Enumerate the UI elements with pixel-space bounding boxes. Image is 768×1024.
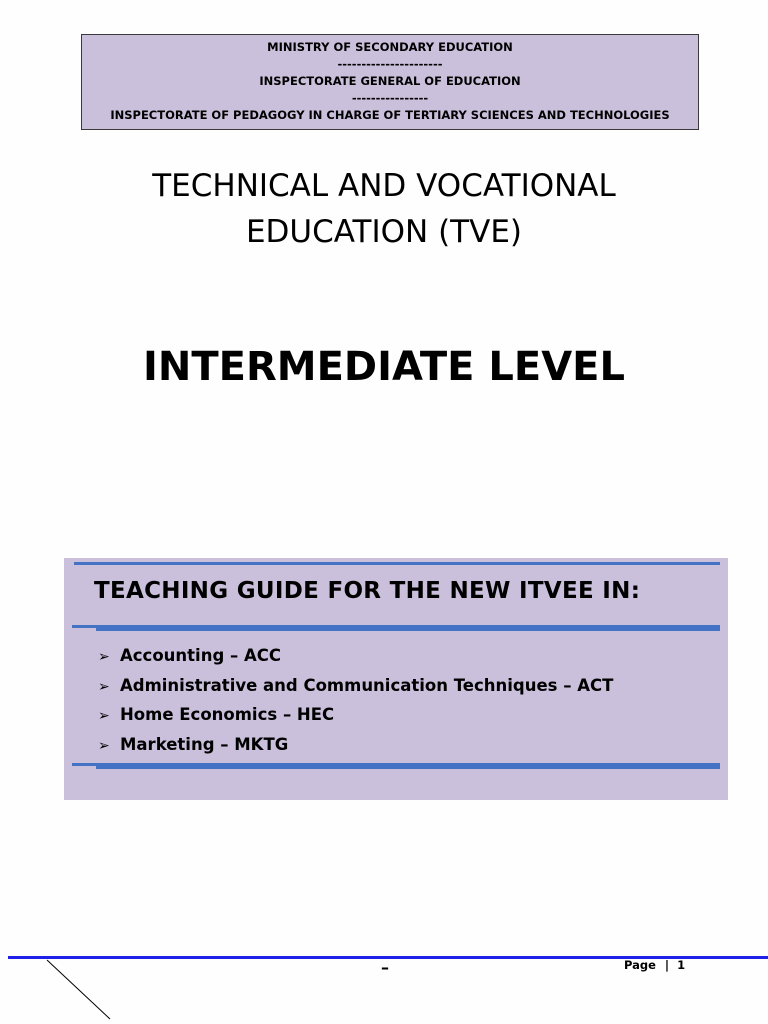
list-item bbox=[98, 731, 613, 761]
page-separator: | bbox=[664, 958, 670, 972]
teaching-guide-box bbox=[64, 558, 728, 800]
list-item-label: Home Economics – HEC bbox=[120, 705, 335, 724]
arrow-bullet-icon: ➢ bbox=[98, 737, 110, 754]
list-item-label: Accounting – ACC bbox=[120, 646, 281, 665]
list-item bbox=[98, 672, 613, 702]
bottom-accent-bar bbox=[96, 763, 720, 769]
title-line-1: TECHNICAL AND VOCATIONAL bbox=[152, 168, 616, 204]
list-item-label: Administrative and Communication Techniques – ACT bbox=[120, 675, 614, 695]
heading-underline-bar bbox=[96, 625, 720, 631]
page-number: 1 bbox=[677, 958, 686, 972]
header-separator-1: ---------------------- bbox=[337, 57, 443, 71]
page-label: Page bbox=[624, 958, 656, 972]
list-item bbox=[98, 642, 613, 672]
ministry-header-box bbox=[81, 34, 699, 130]
list-item-label: Marketing – MKTG bbox=[120, 734, 289, 754]
arrow-bullet-icon: ➢ bbox=[98, 678, 110, 695]
inspectorate-general-line: INSPECTORATE GENERAL OF EDUCATION bbox=[259, 74, 521, 88]
ministry-line: MINISTRY OF SECONDARY EDUCATION bbox=[267, 40, 513, 54]
subject-list bbox=[98, 642, 613, 760]
page-number-footer bbox=[624, 958, 685, 972]
bottom-accent-thin bbox=[72, 763, 96, 766]
header-separator-2: ---------------- bbox=[351, 91, 429, 105]
inspectorate-pedagogy-line: INSPECTORATE OF PEDAGOGY IN CHARGE OF TERTIARY SCIENCES AND TECHNOLOGIES bbox=[110, 108, 670, 122]
arrow-bullet-icon: ➢ bbox=[98, 708, 110, 724]
list-item bbox=[98, 701, 613, 731]
level-heading: INTERMEDIATE LEVEL bbox=[143, 344, 625, 390]
top-accent-bar bbox=[74, 562, 720, 565]
arrow-bullet-icon: ➢ bbox=[98, 649, 110, 665]
guide-heading: TEACHING GUIDE FOR THE NEW ITVEE IN: bbox=[94, 578, 641, 604]
heading-underline-thin bbox=[72, 625, 96, 628]
footer-dash: – bbox=[381, 958, 389, 977]
title-line-2: EDUCATION (TVE) bbox=[245, 214, 523, 250]
footer-diagonal-stroke bbox=[46, 959, 116, 1021]
document-title bbox=[0, 163, 768, 255]
